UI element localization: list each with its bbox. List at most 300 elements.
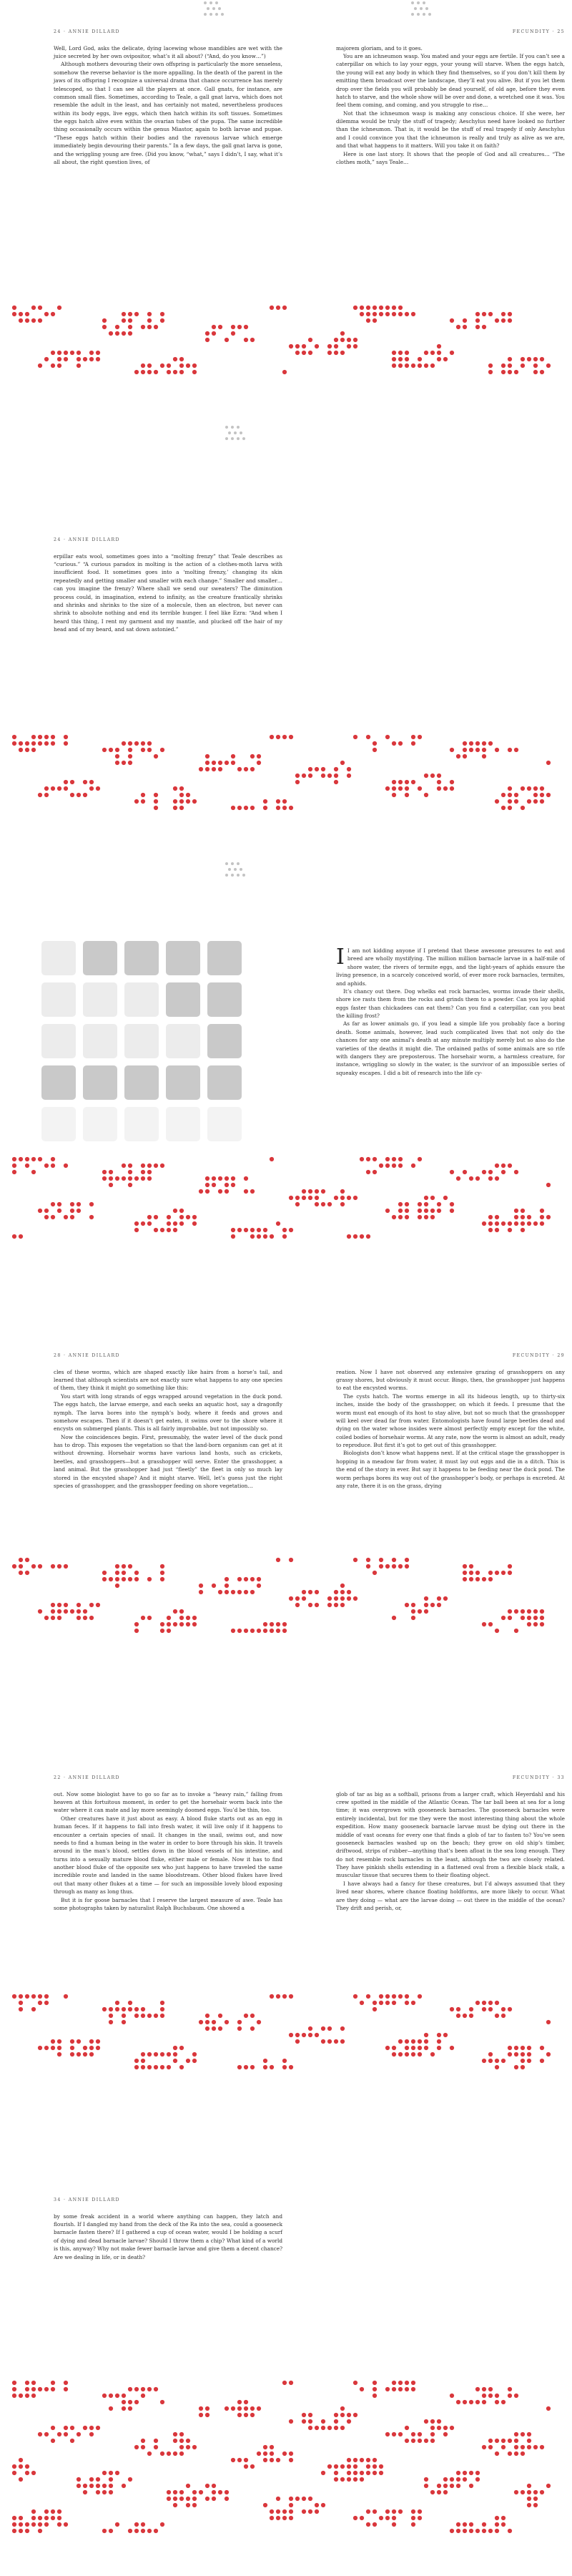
braille-dot bbox=[495, 2439, 499, 2443]
braille-dot bbox=[546, 364, 551, 368]
braille-dot bbox=[173, 806, 177, 810]
braille-dot bbox=[321, 774, 325, 778]
braille-dot bbox=[70, 780, 74, 784]
braille-dot bbox=[521, 1228, 525, 1232]
braille-dot bbox=[475, 1577, 480, 1581]
braille-dot bbox=[430, 2052, 435, 2057]
braille-dot bbox=[495, 2522, 499, 2527]
braille-dot bbox=[456, 1176, 460, 1181]
braille-dot bbox=[424, 1209, 428, 1213]
braille-dot bbox=[533, 2445, 538, 2449]
braille-dot bbox=[366, 1558, 370, 1562]
braille-dot bbox=[392, 1564, 396, 1568]
braille-dot bbox=[398, 2509, 403, 2514]
braille-dot bbox=[308, 2497, 312, 2501]
braille-dot bbox=[212, 325, 216, 329]
braille-dot bbox=[77, 2052, 81, 2057]
braille-dot bbox=[482, 2387, 486, 2391]
braille-dot bbox=[237, 1228, 242, 1232]
braille-dot bbox=[83, 2046, 87, 2050]
braille-dot bbox=[340, 2477, 345, 2482]
braille-dot bbox=[540, 2490, 544, 2494]
braille-dot bbox=[12, 2387, 16, 2391]
braille-dot bbox=[379, 2001, 383, 2005]
braille-dot bbox=[385, 1163, 390, 1168]
braille-dot bbox=[379, 2516, 383, 2520]
braille-dot bbox=[237, 2413, 242, 2417]
braille-dot bbox=[212, 1183, 216, 1187]
page-body bbox=[336, 947, 565, 1077]
braille-dot bbox=[360, 312, 364, 316]
divider-dot bbox=[240, 868, 242, 871]
braille-dot bbox=[315, 2426, 319, 2430]
braille-dot bbox=[289, 2451, 293, 2456]
braille-dot bbox=[115, 1584, 119, 1588]
braille-dot bbox=[186, 1215, 190, 1219]
braille-dot bbox=[44, 2516, 49, 2520]
braille-dot bbox=[360, 2387, 364, 2391]
braille-dot bbox=[501, 1571, 506, 1575]
divider-dot bbox=[225, 426, 228, 429]
braille-dot bbox=[51, 2516, 55, 2520]
divider-dot bbox=[231, 426, 234, 429]
divider-dot bbox=[242, 874, 245, 877]
braille-dot bbox=[25, 741, 29, 746]
braille-dot bbox=[64, 1163, 68, 1168]
braille-dot bbox=[160, 312, 164, 316]
braille-dot bbox=[134, 2522, 139, 2527]
braille-dot bbox=[89, 2477, 94, 2482]
braille-dot bbox=[540, 1209, 544, 1213]
braille-dot bbox=[295, 2033, 300, 2037]
braille-dot bbox=[521, 2445, 525, 2449]
divider-dot bbox=[215, 1, 218, 4]
braille-dot bbox=[282, 1228, 287, 1232]
braille-dot bbox=[295, 774, 300, 778]
braille-dot bbox=[12, 2529, 16, 2533]
braille-dot bbox=[179, 2065, 184, 2069]
braille-dot bbox=[398, 1209, 403, 1213]
braille-dot bbox=[44, 2509, 49, 2514]
braille-dot bbox=[31, 1994, 36, 1999]
braille-dot bbox=[327, 1603, 332, 1607]
braille-dot bbox=[147, 325, 152, 329]
braille-dot bbox=[167, 364, 171, 368]
braille-dot bbox=[327, 774, 332, 778]
braille-dot bbox=[475, 318, 480, 323]
braille-dot bbox=[225, 1590, 229, 1594]
braille-dot bbox=[501, 1616, 506, 1620]
braille-dot bbox=[115, 325, 119, 329]
braille-dot bbox=[19, 1994, 23, 1999]
braille-dot bbox=[456, 2477, 460, 2482]
braille-dot bbox=[437, 344, 441, 348]
braille-dot bbox=[134, 2529, 139, 2533]
braille-dot bbox=[19, 2529, 23, 2533]
braille-dot bbox=[231, 754, 235, 758]
braille-dot bbox=[521, 1616, 525, 1620]
braille-dot bbox=[443, 1196, 448, 1200]
braille-dot bbox=[237, 2026, 242, 2031]
braille-dot bbox=[521, 357, 525, 361]
braille-dot bbox=[51, 2509, 55, 2514]
braille-dot bbox=[495, 2394, 499, 2398]
paragraph: Well, Lord God, asks the delicate, dying lacewing whose mandibles are wet with the juice secreted by her own ovipositor, what’s it all about? (“And, do you know…”) bbox=[54, 44, 282, 60]
paragraph: Other creatures have it just about as easy. A blood fluke starts out as an egg in human feces. If it happens to fall into fresh water, it will live only if it happens to encounter a certain species of snail. It changes in the snail, swims out, and now needs to find a human being in the water in order to bore through his skin. It travels around in the man’s blood, settles down in the blood vessels of his intestine, and turns into a sexually mature blood fluke, either male or female. Now it has to find another blood fluke of the opposite sex who just happens to have traveled the same incredible route and landed in the same bloodstream. Other blood flukes have lived out that many other flukes at a time — for such an impossible lovely blood exposing through as many as long thus. bbox=[54, 1815, 282, 1896]
braille-dot bbox=[250, 1577, 255, 1581]
braille-dot bbox=[488, 312, 493, 316]
braille-dot bbox=[469, 2014, 473, 2018]
braille-dot bbox=[482, 2445, 486, 2449]
braille-dot bbox=[109, 2394, 113, 2398]
braille-dot bbox=[122, 2484, 126, 2488]
braille-dot bbox=[186, 364, 190, 368]
braille-dot bbox=[70, 793, 74, 797]
braille-dot bbox=[147, 1577, 152, 1581]
braille-dot bbox=[405, 780, 409, 784]
braille-dot bbox=[289, 2419, 293, 2424]
braille-dot bbox=[514, 799, 518, 804]
braille-dot bbox=[19, 2458, 23, 2462]
braille-dot bbox=[450, 318, 454, 323]
braille-dot bbox=[302, 344, 306, 348]
braille-dot bbox=[289, 1228, 293, 1232]
braille-dot bbox=[89, 780, 94, 784]
braille-dot bbox=[340, 1202, 345, 1206]
braille-dot bbox=[38, 1157, 42, 1161]
braille-dot bbox=[179, 2046, 184, 2050]
braille-dot bbox=[282, 1622, 287, 1626]
braille-dot bbox=[186, 1622, 190, 1626]
braille-dot bbox=[250, 2406, 255, 2411]
braille-dot bbox=[475, 2477, 480, 2482]
braille-dot bbox=[173, 2046, 177, 2050]
page-left bbox=[54, 1775, 282, 1912]
braille-dot bbox=[128, 1183, 132, 1187]
braille-dot bbox=[38, 2522, 42, 2527]
braille-dot bbox=[334, 338, 338, 342]
braille-dot bbox=[51, 1603, 55, 1607]
braille-dot bbox=[25, 1157, 29, 1161]
braille-dot bbox=[508, 793, 512, 797]
braille-dot bbox=[527, 2052, 531, 2057]
braille-dot bbox=[51, 351, 55, 355]
braille-dot bbox=[495, 1571, 499, 1575]
braille-dot bbox=[12, 1157, 16, 1161]
braille-dot bbox=[154, 2014, 158, 2018]
braille-dot bbox=[199, 2406, 203, 2411]
braille-dot bbox=[179, 2451, 184, 2456]
braille-dot bbox=[373, 2394, 377, 2398]
braille-dot bbox=[379, 1994, 383, 1999]
braille-dot bbox=[527, 1221, 531, 1226]
braille-dot bbox=[327, 344, 332, 348]
braille-dot bbox=[179, 364, 184, 368]
braille-dot bbox=[385, 2001, 390, 2005]
braille-dot bbox=[508, 1228, 512, 1232]
braille-dot bbox=[179, 793, 184, 797]
braille-dot bbox=[482, 754, 486, 758]
braille-dot bbox=[244, 1228, 248, 1232]
braille-dot bbox=[244, 1189, 248, 1194]
braille-dot bbox=[122, 1176, 126, 1181]
braille-dot bbox=[392, 780, 396, 784]
braille-dot bbox=[51, 735, 55, 739]
braille-dot bbox=[508, 748, 512, 752]
braille-dot bbox=[173, 357, 177, 361]
braille-dot bbox=[134, 2059, 139, 2063]
braille-dot bbox=[418, 1609, 422, 1614]
braille-dot bbox=[154, 2052, 158, 2057]
braille-dot bbox=[347, 2419, 351, 2424]
braille-dot bbox=[83, 357, 87, 361]
braille-dot bbox=[205, 1189, 209, 1194]
braille-dot bbox=[405, 1209, 409, 1213]
braille-dot bbox=[540, 1215, 544, 1219]
braille-dot bbox=[456, 2400, 460, 2404]
braille-dot bbox=[276, 799, 280, 804]
braille-dot bbox=[237, 2020, 242, 2024]
braille-dot bbox=[475, 2400, 480, 2404]
braille-dot bbox=[19, 2007, 23, 2011]
braille-dot bbox=[398, 1564, 403, 1568]
braille-dot bbox=[199, 1584, 203, 1588]
braille-dot bbox=[495, 2059, 499, 2063]
braille-dot bbox=[38, 735, 42, 739]
braille-dot bbox=[334, 2426, 338, 2430]
braille-dot bbox=[134, 1228, 139, 1232]
braille-dot bbox=[38, 306, 42, 310]
braille-dot bbox=[360, 1157, 364, 1161]
braille-dot bbox=[347, 2458, 351, 2462]
braille-dot bbox=[418, 1209, 422, 1213]
braille-dot bbox=[109, 2471, 113, 2475]
braille-dot bbox=[289, 1994, 293, 1999]
braille-dot bbox=[192, 2503, 197, 2507]
page-body bbox=[336, 44, 565, 167]
braille-dot bbox=[385, 1564, 390, 1568]
braille-dot bbox=[527, 2445, 531, 2449]
braille-dot bbox=[179, 1622, 184, 1626]
braille-dot bbox=[405, 2381, 409, 2385]
braille-dot bbox=[488, 1622, 493, 1626]
braille-dot bbox=[25, 2522, 29, 2527]
braille-dot bbox=[514, 2439, 518, 2443]
braille-dot bbox=[51, 741, 55, 746]
braille-dot bbox=[308, 1603, 312, 1607]
braille-dot bbox=[225, 2497, 229, 2501]
braille-dot bbox=[411, 2439, 415, 2443]
braille-dot bbox=[411, 2509, 415, 2514]
braille-dot bbox=[450, 786, 454, 791]
braille-dot bbox=[334, 1596, 338, 1601]
braille-dot bbox=[199, 2020, 203, 2024]
braille-dot bbox=[385, 312, 390, 316]
braille-dot bbox=[456, 2484, 460, 2488]
braille-dot bbox=[366, 2458, 370, 2462]
braille-dot bbox=[437, 1596, 441, 1601]
braille-dot bbox=[51, 1616, 55, 1620]
braille-dot bbox=[192, 370, 197, 374]
braille-dot bbox=[186, 2445, 190, 2449]
braille-dot bbox=[327, 2026, 332, 2031]
braille-dot bbox=[244, 2413, 248, 2417]
braille-dot bbox=[154, 1228, 158, 1232]
braille-dot bbox=[315, 2033, 319, 2037]
braille-dot bbox=[508, 2046, 512, 2050]
braille-dot bbox=[38, 741, 42, 746]
braille-dot bbox=[424, 793, 428, 797]
braille-dot bbox=[31, 2007, 36, 2011]
paragraph: majorem gloriam, and to it goes. bbox=[336, 44, 423, 52]
braille-dot bbox=[147, 1163, 152, 1168]
braille-dot bbox=[250, 2413, 255, 2417]
braille-dot bbox=[205, 2406, 209, 2411]
divider-dot bbox=[423, 13, 425, 16]
braille-dot bbox=[282, 306, 287, 310]
braille-dot bbox=[212, 2020, 216, 2024]
braille-dot bbox=[482, 1622, 486, 1626]
braille-dot bbox=[514, 2445, 518, 2449]
braille-dot bbox=[315, 1603, 319, 1607]
braille-dot bbox=[308, 2033, 312, 2037]
braille-dot bbox=[508, 312, 512, 316]
braille-dot bbox=[340, 1590, 345, 1594]
braille-dot bbox=[44, 1616, 49, 1620]
braille-dot bbox=[276, 1994, 280, 1999]
divider-dot bbox=[234, 431, 237, 434]
divider-dot bbox=[228, 868, 231, 871]
braille-dot bbox=[167, 1622, 171, 1626]
braille-dot bbox=[527, 786, 531, 791]
braille-dot bbox=[257, 754, 261, 758]
braille-dot bbox=[134, 1577, 139, 1581]
braille-dot bbox=[141, 799, 145, 804]
braille-dot bbox=[482, 741, 486, 746]
braille-dot bbox=[405, 793, 409, 797]
braille-dot bbox=[392, 1616, 396, 1620]
braille-dot bbox=[295, 1202, 300, 1206]
braille-dot bbox=[501, 2014, 506, 2018]
braille-dot bbox=[501, 2059, 506, 2063]
braille-dot bbox=[122, 741, 126, 746]
braille-dot bbox=[186, 2497, 190, 2501]
braille-dot bbox=[321, 2471, 325, 2475]
braille-dot bbox=[450, 2477, 454, 2482]
braille-dot bbox=[540, 2046, 544, 2050]
braille-dot bbox=[437, 1202, 441, 1206]
braille-dot bbox=[109, 2014, 113, 2018]
braille-dot bbox=[546, 761, 551, 765]
braille-dot bbox=[463, 1577, 467, 1581]
braille-dot bbox=[122, 2020, 126, 2024]
braille-dot bbox=[398, 741, 403, 746]
braille-dot bbox=[456, 2471, 460, 2475]
braille-dot bbox=[308, 2426, 312, 2430]
braille-dot bbox=[225, 2406, 229, 2411]
braille-dot bbox=[179, 2490, 184, 2494]
braille-dot bbox=[327, 2464, 332, 2469]
braille-dot bbox=[257, 1629, 261, 1633]
braille-dot bbox=[443, 1596, 448, 1601]
braille-dot bbox=[115, 2522, 119, 2527]
braille-dot bbox=[392, 2001, 396, 2005]
braille-dot bbox=[533, 364, 538, 368]
braille-dot bbox=[469, 748, 473, 752]
braille-dot bbox=[244, 2400, 248, 2404]
braille-dot bbox=[450, 2426, 454, 2430]
braille-dot bbox=[102, 1571, 107, 1575]
braille-dot bbox=[482, 2400, 486, 2404]
braille-dot bbox=[418, 2509, 422, 2514]
braille-dot bbox=[270, 2516, 274, 2520]
braille-dot bbox=[160, 1629, 164, 1633]
page-left bbox=[54, 2197, 282, 2261]
braille-dot bbox=[450, 2046, 454, 2050]
braille-dot bbox=[514, 793, 518, 797]
braille-dot bbox=[192, 2052, 197, 2057]
page-left bbox=[54, 537, 282, 633]
braille-dot bbox=[521, 2490, 525, 2494]
braille-dot bbox=[77, 1609, 81, 1614]
braille-dot bbox=[141, 748, 145, 752]
braille-dot bbox=[25, 2381, 29, 2385]
braille-dot bbox=[463, 741, 467, 746]
braille-dot bbox=[147, 2387, 152, 2391]
braille-dot bbox=[475, 1176, 480, 1181]
braille-dot bbox=[373, 2522, 377, 2527]
braille-dot bbox=[51, 364, 55, 368]
braille-dot bbox=[411, 1609, 415, 1614]
braille-dot bbox=[411, 735, 415, 739]
braille-dot bbox=[463, 2471, 467, 2475]
braille-dot bbox=[295, 1596, 300, 1601]
braille-dot bbox=[521, 2046, 525, 2050]
braille-dot bbox=[212, 1584, 216, 1588]
braille-dot bbox=[199, 2490, 203, 2494]
braille-dot bbox=[353, 735, 358, 739]
braille-dot bbox=[514, 370, 518, 374]
braille-dot bbox=[64, 1609, 68, 1614]
braille-dot bbox=[424, 1196, 428, 1200]
braille-dot bbox=[51, 2381, 55, 2385]
braille-dot bbox=[289, 735, 293, 739]
braille-dot bbox=[443, 2477, 448, 2482]
braille-dot bbox=[44, 1209, 49, 1213]
braille-dot bbox=[205, 1176, 209, 1181]
braille-dot bbox=[398, 357, 403, 361]
braille-dot bbox=[282, 370, 287, 374]
braille-dot bbox=[77, 1603, 81, 1607]
braille-dot bbox=[302, 351, 306, 355]
braille-dot bbox=[44, 793, 49, 797]
braille-dot bbox=[488, 2394, 493, 2398]
braille-dot bbox=[405, 1603, 409, 1607]
braille-dot bbox=[469, 2529, 473, 2533]
braille-dot bbox=[231, 2458, 235, 2462]
braille-dot bbox=[424, 1202, 428, 1206]
braille-dot bbox=[57, 1564, 61, 1568]
braille-dot bbox=[437, 351, 441, 355]
braille-dot bbox=[44, 2387, 49, 2391]
paragraph bbox=[336, 947, 565, 987]
braille-dot bbox=[115, 754, 119, 758]
braille-dot bbox=[38, 1209, 42, 1213]
braille-dot bbox=[289, 2381, 293, 2385]
braille-dot bbox=[334, 344, 338, 348]
braille-dot bbox=[533, 357, 538, 361]
braille-dot bbox=[469, 1577, 473, 1581]
